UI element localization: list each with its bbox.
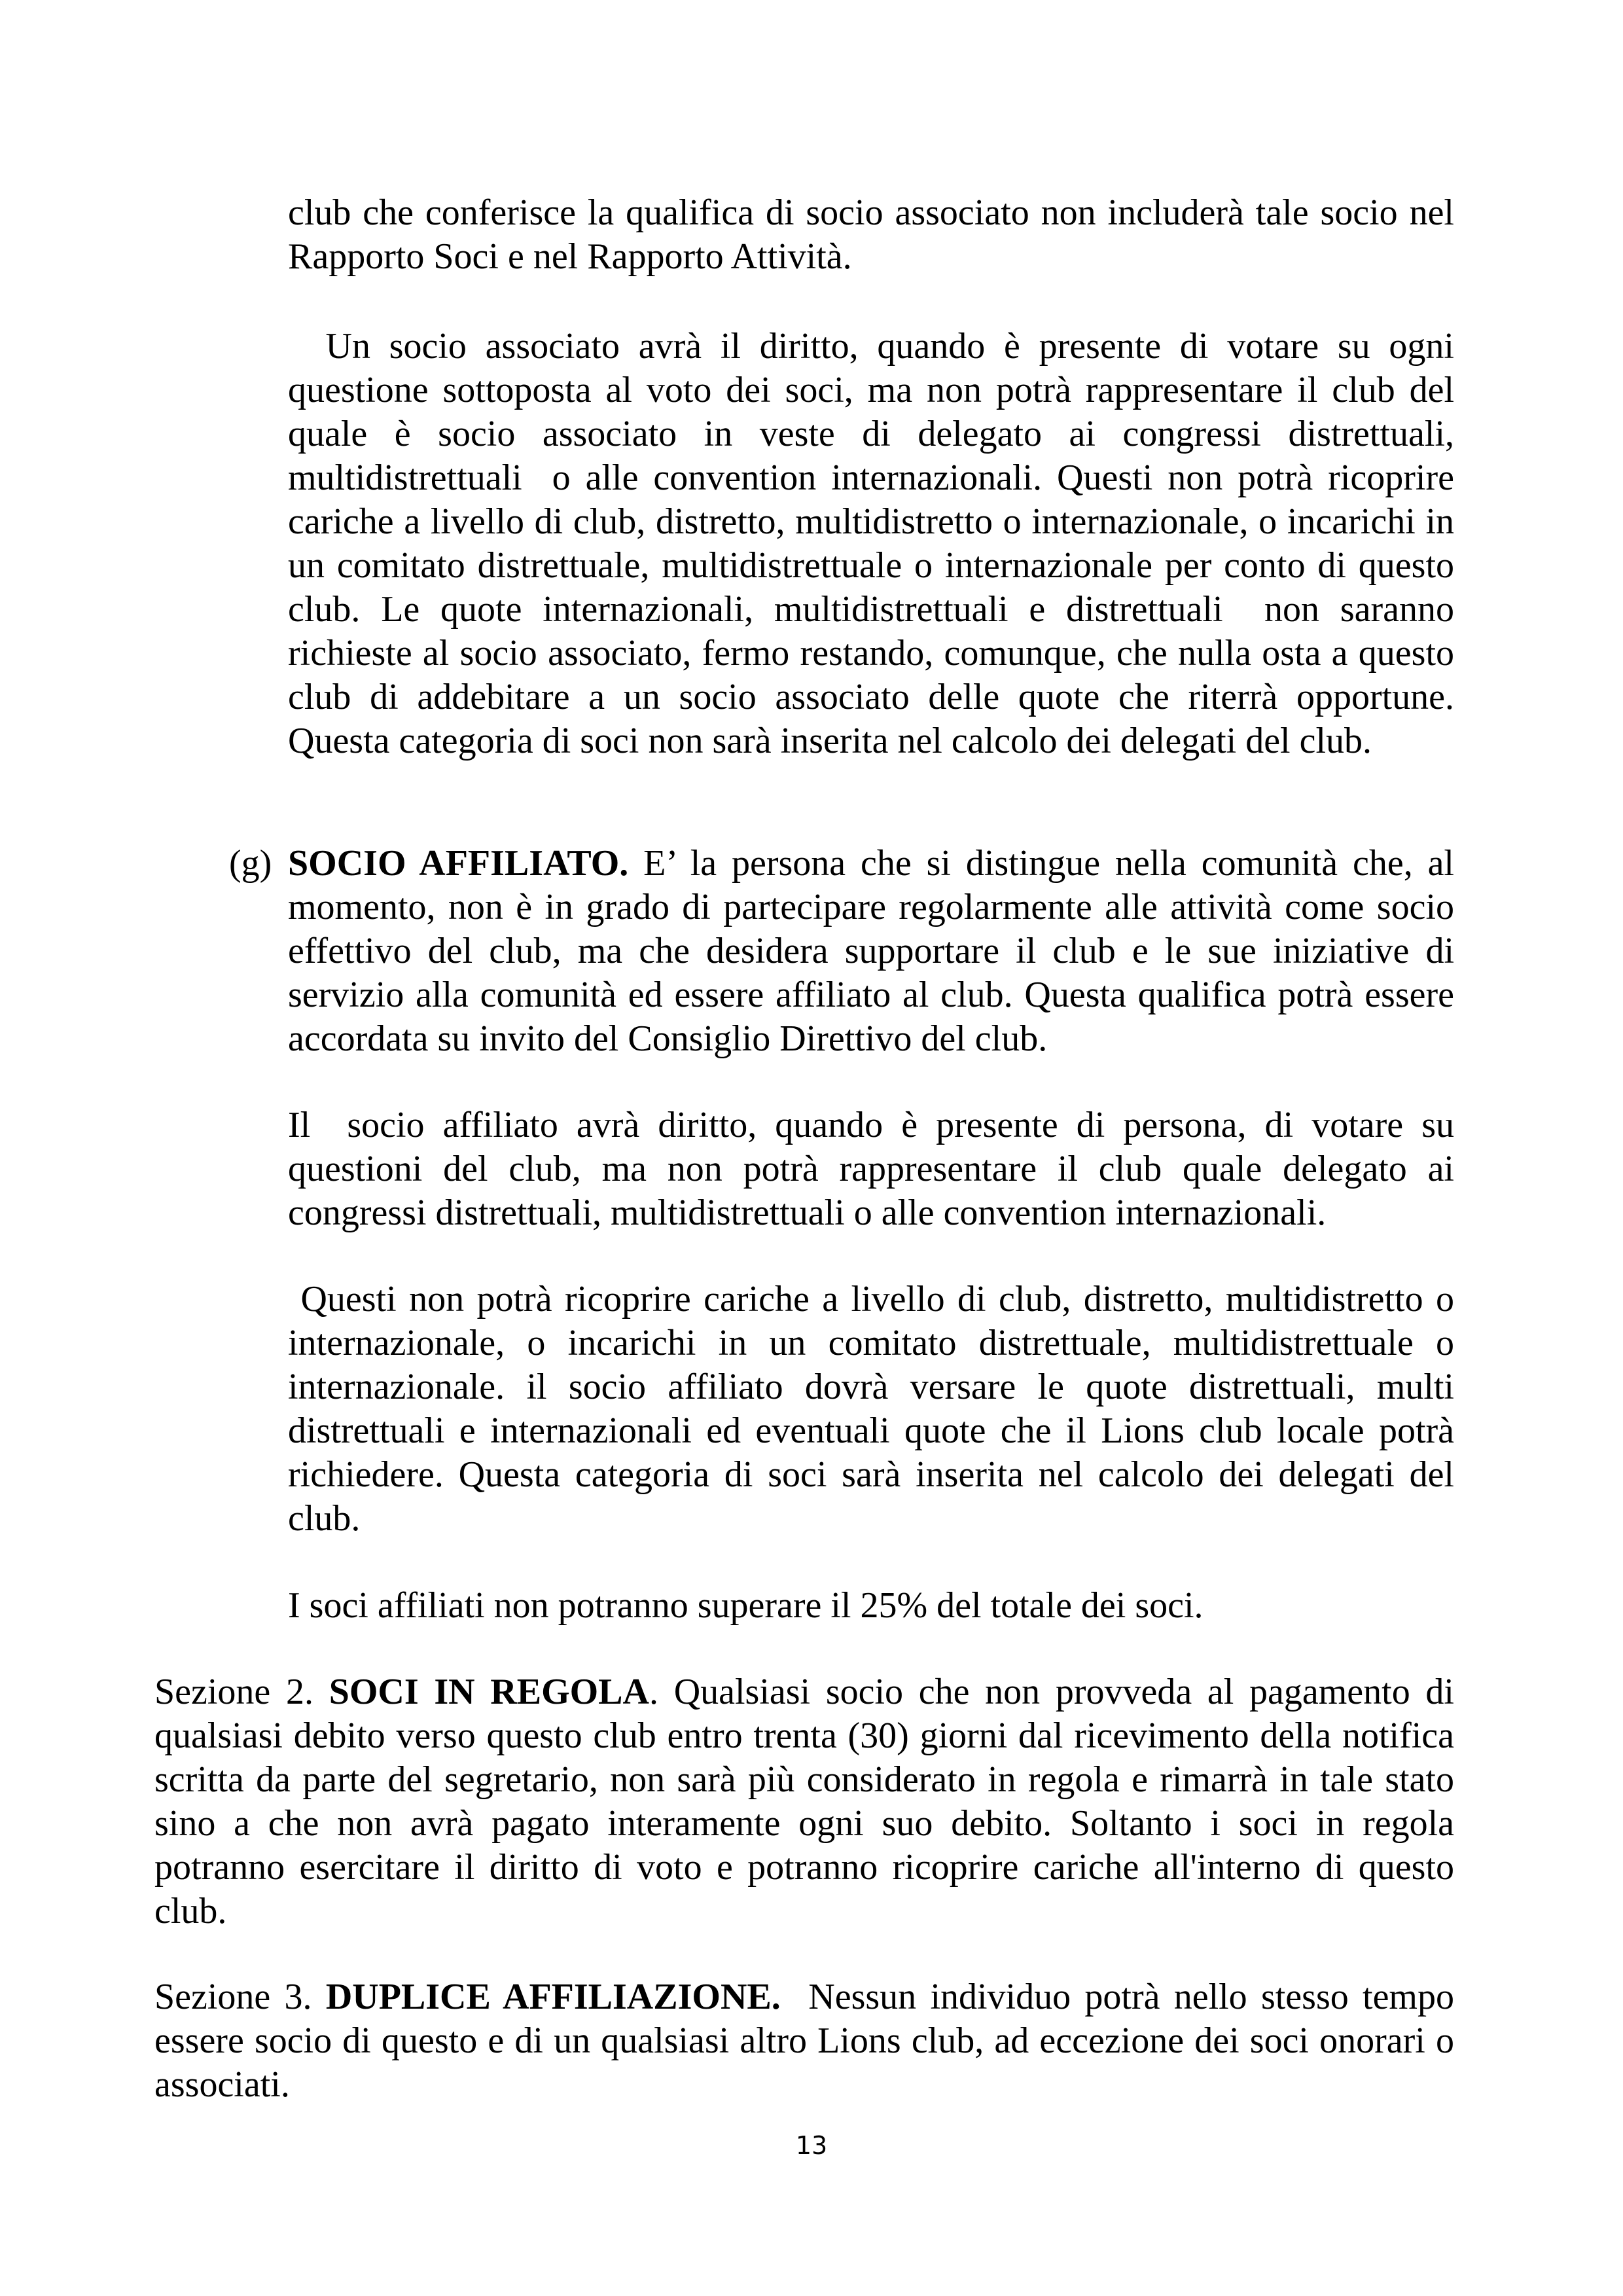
section-g-affiliate-member — [229, 842, 1454, 1061]
section-3-text: Nessun individuo potrà nello stesso tempo essere socio di questo e di un qualsiasi altro Lions club, ad eccezione dei soci onorari o associati. — [154, 1977, 1463, 2105]
section-g-heading: SOCIO AFFILIATO. — [288, 843, 629, 884]
paragraph-text: club che conferisce la qualifica di socio associato non includerà tale socio nel Rapporto Soci e nel Rapporto Attività. — [288, 192, 1454, 277]
paragraph-text: I soci affiliati non potranno superare il 25% del totale dei soci. — [288, 1585, 1204, 1626]
section-3-prefix: Sezione 3. — [154, 1977, 326, 2017]
paragraph-associate-rights — [288, 325, 1463, 763]
paragraph-affiliate-limit — [288, 1584, 1454, 1628]
paragraph-affiliate-duties — [288, 1278, 1464, 1541]
page-number: 13 — [795, 2131, 828, 2160]
section-g-label: (g) — [229, 843, 272, 884]
section-2-text: . Qualsiasi socio che non provveda al pagamento di qualsiasi debito verso questo club entro trenta (30) giorni dal ricevimento della notifica scritta da parte del segretario, non sarà più considerato in regola e rimarrà in tale stato sino a che non avrà pagato interamente ogni suo debito. Soltanto i soci in regola potranno esercitare il diritto di voto e potranno ricoprire cariche all'interno di questo club. — [154, 1672, 1454, 1931]
section-2-prefix: Sezione 2. — [154, 1672, 329, 1712]
paragraph-associate-report — [288, 191, 1454, 279]
paragraph-affiliate-rights — [288, 1103, 1463, 1235]
paragraph-text: Questi non potrà ricoprire cariche a livello di club, distretto, multidistretto o internazionale, o incarichi in un comitato distrettuale, multidistrettuale o internazionale. il socio affiliato dovrà versare le quote distrettuali, multi distrettuali e internazionali ed eventuali quote che il Lions club locale potrà richiedere. Questa categoria di soci sarà inserita nel calcolo dei delegati del club. — [288, 1279, 1464, 1539]
section-2-heading: SOCI IN REGOLA — [329, 1672, 649, 1712]
section-3-heading: DUPLICE AFFILIAZIONE. — [325, 1977, 781, 2017]
section-2-good-standing — [154, 1670, 1454, 1933]
section-g-text: E’ la persona che si distingue nella comunità che, al momento, non è in grado di partecipare regolarmente alle attività come socio effettivo del club, ma che desidera supportare il club e le sue iniziative di servizio alla comunità ed essere affiliato al club. Questa qualifica potrà essere accordata su invito del Consiglio Direttivo del club. — [288, 843, 1454, 1059]
paragraph-text: Un socio associato avrà il diritto, quando è presente di votare su ogni questione sottoposta al voto dei soci, ma non potrà rappresentare il club del quale è socio associato in veste di delegato ai congressi distrettuali, multidistrettuali o alle convention internazionali. Questi non potrà ricoprire cariche a livello di club, distretto, multidistretto o internazionale, o incarichi in un comitato distrettuale, multidistrettuale o internazionale per conto di questo club. Le quote internazionali, multidistrettuali e distrettuali non saranno richieste al socio associato, fermo restando, comunque, che nulla osta a questo club di addebitare a un socio associato delle quote che riterrà opportune. Questa categoria di soci non sarà inserita nel calcolo dei delegati del club. — [288, 326, 1463, 761]
paragraph-text: Il socio affiliato avrà diritto, quando è presente di persona, di votare su questioni del club, ma non potrà rappresentare il club quale delegato ai congressi distrettuali, multidistrettuali o alle convention internazionali. — [288, 1105, 1463, 1233]
section-3-dual-membership — [154, 1975, 1463, 2107]
